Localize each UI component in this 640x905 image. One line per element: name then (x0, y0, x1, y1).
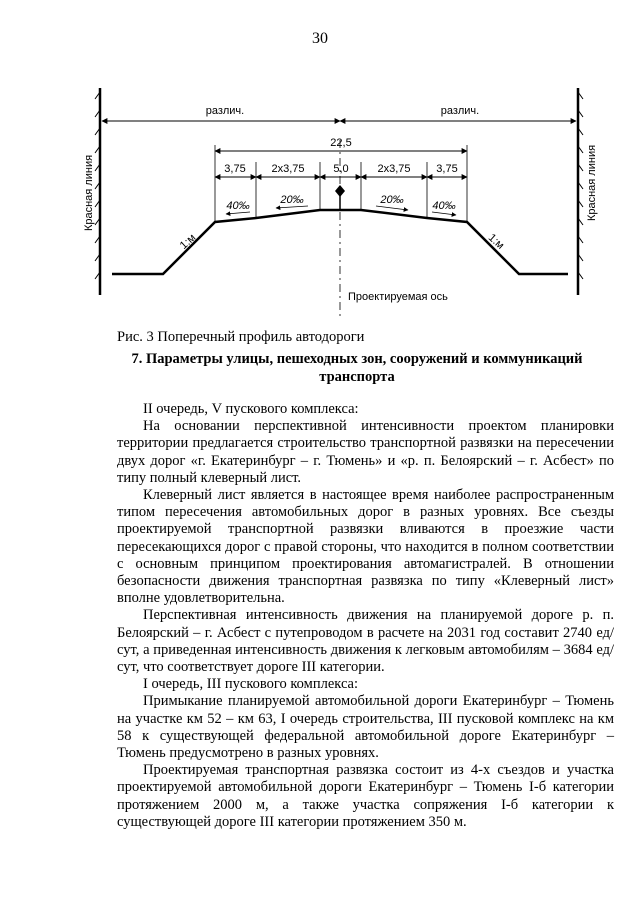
cross-section-figure (0, 0, 640, 320)
dim-variable-right: различ. (440, 105, 480, 117)
paragraph: На основании перспективной интенсивности проектом планировки территории предлагается строительство транспортной развязки на пересечении двух дорог «г. Екатеринбург – г. Тюмень» и «р. п. Белоярский – г. Асбест» по типу полный клеверный лист. (117, 418, 614, 486)
axis-label: Проектируемая ось (348, 291, 448, 303)
slope-right-outer: 40‰ (432, 200, 456, 212)
section-heading-line1: 7. Параметры улицы, пешеходных зон, сооружений и коммуникаций (131, 351, 583, 367)
paragraph: II очередь, V пускового комплекса: (143, 401, 359, 417)
embankment-slope-right: 1:м (485, 231, 507, 252)
page-number: 30 (312, 30, 328, 47)
dim-lane-2: 2х3,75 (271, 163, 305, 175)
dim-variable-left: различ. (205, 105, 245, 117)
dim-total: 22,5 (330, 137, 352, 149)
dim-lane-3: 5,0 (333, 163, 349, 175)
paragraph: Перспективная интенсивность движения на планируемой дороге р. п. Белоярский – г. Асбест с путепроводом в расчете на 2031 год составит 2740 ед/сут, а приведенная интенсивность движения к легковым автомобилям – 3684 ед/сут, что соответствует дороге III категории. (117, 607, 614, 676)
slope-left-outer: 40‰ (226, 200, 250, 212)
median-marker (335, 185, 345, 197)
red-line-label-left: Красная линия (83, 154, 95, 232)
paragraph: Клеверный лист является в настоящее время наиболее распространенным типом пересечения автомобильных дорог в разных уровнях. Все съезды проектируемой транспортной развязки вливаются в проезжие части пересекающихся дорог с правой стороны, что находится в полном соответствии с основным принципом проектирования автомагистралей. В отношении безопасности движения транспортная развязка по типу «Клеверный лист» вполне удовлетворительна. (117, 487, 614, 607)
red-line-label-right: Красная линия (586, 144, 598, 222)
body-text (117, 401, 614, 831)
dim-lane-5: 3,75 (436, 163, 458, 175)
slope-left-inner: 20‰ (280, 194, 304, 206)
embankment-slope-left: 1:м (177, 231, 199, 252)
paragraph: Проектируемая транспортная развязка состоит из 4-х съездов и участка проектируемой автомобильной дороги Екатеринбург – Тюмень I-б категории протяжением 2000 м, а также участка сопряжения I-б категории к существующей дороге III категории протяжением 350 м. (117, 762, 614, 830)
slope-right-inner: 20‰ (380, 194, 404, 206)
paragraph: Примыкание планируемой автомобильной дороги Екатеринбург – Тюмень на участке км 52 – км 63, I очередь строительства, III пусковой комплекс на км 58 к существующей федеральной автомобильной дороге Екатеринбург – Тюмень предусмотрено в разных уровнях. (117, 693, 614, 762)
dim-lane-4: 2х3,75 (377, 163, 411, 175)
paragraph: I очередь, III пускового комплекса: (143, 676, 359, 693)
section-heading (117, 350, 597, 386)
figure-caption: Рис. 3 Поперечный профиль автодороги (117, 329, 365, 345)
section-heading-line2: транспорта (319, 369, 395, 385)
dim-lane-1: 3,75 (224, 163, 246, 175)
